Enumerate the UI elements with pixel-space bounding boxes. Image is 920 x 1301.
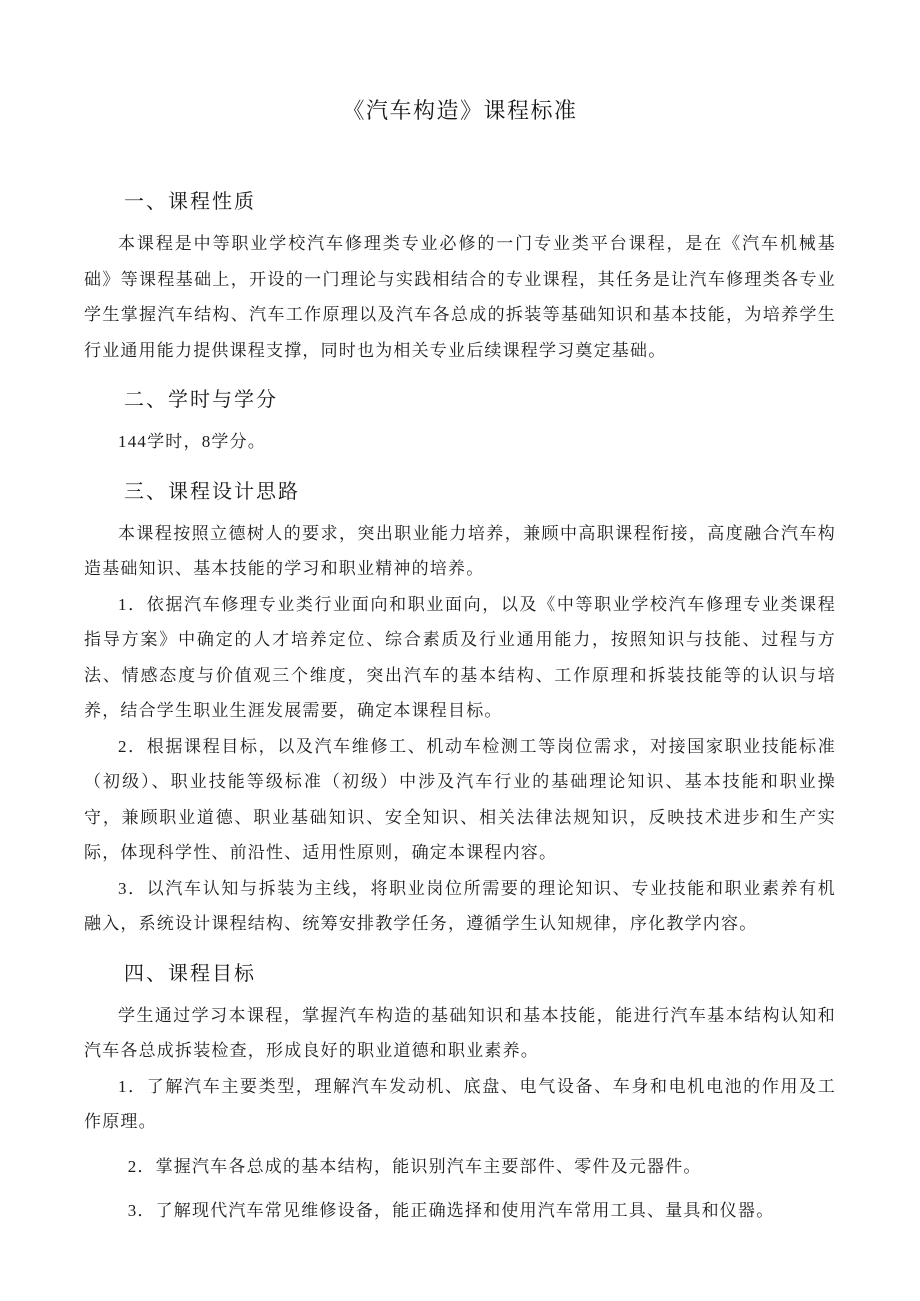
paragraph-design-approach-1: 本课程按照立德树人的要求，突出职业能力培养，兼顾中高职课程衔接，高度融合汽车构造基础知识、基本技能的学习和职业精神的培养。 [84, 523, 836, 578]
paragraph-course-objectives-3: 2．掌握汽车各总成的基本结构，能识别汽车主要部件、零件及元器件。 [118, 1156, 702, 1176]
heading-course-nature: 一、课程性质 [124, 191, 256, 213]
paragraph-design-approach-3: 2．根据课程目标，以及汽车维修工、机动车检测工等岗位需求，对接国家职业技能标准（初级）、职业技能等级标准（初级）中涉及汽车行业的基础理论知识、基本技能和职业操守，兼顾职业道德、职业基础知识、安全知识、相关法律法规知识，反映技术进步和生产实际，体现科学性、前沿性、适用性原则，确定本课程内容。 [84, 736, 836, 862]
document-title [84, 94, 836, 128]
heading-course-objectives: 四、课程目标 [124, 962, 256, 985]
document-title-text: 《汽车构造》课程标准 [342, 98, 578, 123]
section-hours-credits [84, 382, 836, 460]
heading-design-approach: 三、课程设计思路 [124, 480, 300, 503]
paragraph-course-objectives-4: 3．了解现代汽车常见维修设备，能正确选择和使用汽车常用工具、量具和仪器。 [118, 1201, 775, 1220]
section-course-nature [84, 184, 836, 368]
section-course-objectives [84, 956, 836, 1229]
section-design-approach [84, 474, 836, 942]
paragraph-hours-credits-1: 144学时，8学分。 [118, 432, 266, 451]
paragraph-design-approach-4: 3．以汽车认知与拆装为主线，将职业岗位所需要的理论知识、专业技能和职业素养有机融入，系统设计课程结构、统筹安排教学任务，遵循学生认知规律，序化教学内容。 [84, 878, 836, 933]
paragraph-course-objectives-1: 学生通过学习本课程，掌握汽车构造的基础知识和基本技能，能进行汽车基本结构认知和汽车各总成拆装检查，形成良好的职业道德和职业素养。 [84, 1005, 836, 1060]
heading-hours-credits: 二、学时与学分 [124, 389, 278, 411]
paragraph-design-approach-2: 1．依据汽车修理专业类行业面向和职业面向，以及《中等职业学校汽车修理专业类课程指导方案》中确定的人才培养定位、综合素质及行业通用能力，按照知识与技能、过程与方法、情感态度与价值观三个维度，突出汽车的基本结构、工作原理和拆装技能等的认识与培养，结合学生职业生涯发展需要，确定本课程目标。 [84, 594, 836, 720]
paragraph-course-objectives-2: 1．了解汽车主要类型，理解汽车发动机、底盘、电气设备、车身和电机电池的作用及工作原理。 [84, 1076, 836, 1131]
paragraph-course-nature-1: 本课程是中等职业学校汽车修理类专业必修的一门专业类平台课程，是在《汽车机械基础》等课程基础上，开设的一门理论与实践相结合的专业课程，其任务是让汽车修理类各专业学生掌握汽车结构、汽车工作原理以及汽车各总成的拆装等基础知识和基本技能，为培养学生行业通用能力提供课程支撑，同时也为相关专业后续课程学习奠定基础。 [84, 234, 836, 360]
